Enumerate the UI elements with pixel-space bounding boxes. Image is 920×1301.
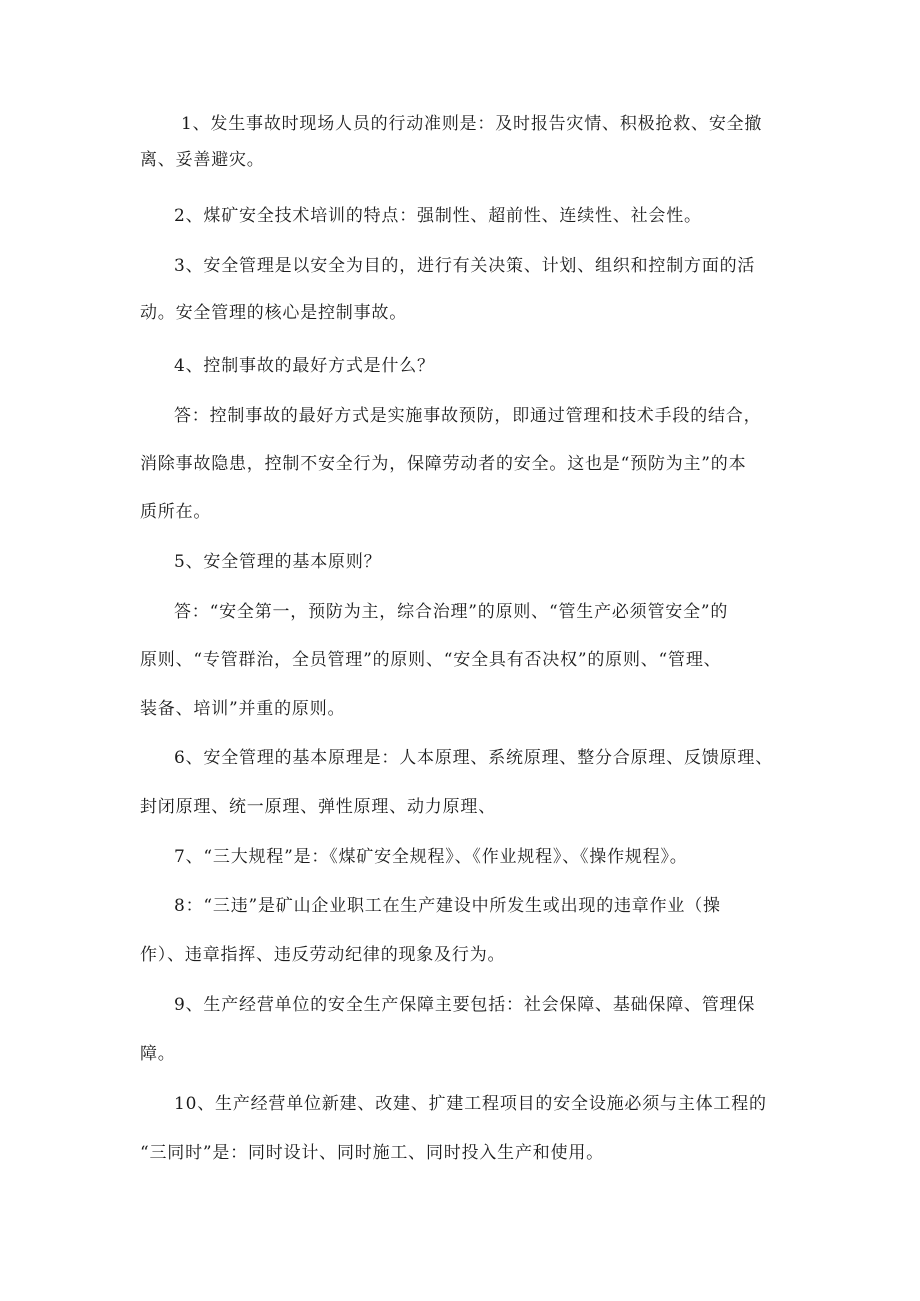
paragraph-10-line-1: 8：“三违”是矿山企业职工在生产建设中所发生或出现的违章作业（操 — [174, 896, 721, 916]
paragraph-11-line-2: 障。 — [140, 1044, 176, 1064]
paragraph-3-line-1: 3、安全管理是以安全为目的，进行有关决策、计划、组织和控制方面的活 — [174, 256, 756, 276]
paragraph-7-line-1: 答：“安全第一，预防为主，综合治理”的原则、“管生产必须管安全”的 — [174, 602, 729, 622]
paragraph-12-line-1: 10、生产经营单位新建、改建、扩建工程项目的安全设施必须与主体工程的 — [174, 1094, 767, 1114]
paragraph-7-line-3: 装备、培训”并重的原则。 — [140, 699, 346, 719]
paragraph-8-line-1: 6、安全管理的基本原理是：人本原理、系统原理、整分合原理、反馈原理、 — [174, 748, 774, 768]
paragraph-7-line-2: 原则、“专管群治，全员管理”的原则、“安全具有否决权”的原则、“管理、 — [140, 650, 722, 670]
paragraph-6-line-1: 5、安全管理的基本原则？ — [174, 552, 382, 572]
paragraph-8-line-2: 封闭原理、统一原理、弹性原理、动力原理、 — [140, 797, 496, 817]
paragraph-2-line-1: 2、煤矿安全技术培训的特点：强制性、超前性、连续性、社会性。 — [174, 206, 702, 226]
paragraph-11-line-1: 9、生产经营单位的安全生产保障主要包括：社会保障、基础保障、管理保 — [174, 995, 756, 1015]
paragraph-5-line-2: 消除事故隐患，控制不安全行为，保障劳动者的安全。这也是“预防为主”的本 — [140, 454, 747, 474]
paragraph-10-line-2: 作）、违章指挥、违反劳动纪律的现象及行为。 — [140, 945, 506, 965]
paragraph-4-line-1: 4、控制事故的最好方式是什么？ — [174, 356, 435, 376]
paragraph-5-line-3: 质所在。 — [140, 502, 212, 522]
paragraph-9-line-1: 7、“三大规程”是：《煤矿安全规程》、《作业规程》、《操作规程》。 — [174, 847, 688, 867]
paragraph-3-line-2: 动。安全管理的核心是控制事故。 — [140, 303, 407, 323]
paragraph-5-line-1: 答：控制事故的最好方式是实施事故预防，即通过管理和技术手段的结合， — [174, 406, 762, 426]
paragraph-1-line-2: 离、妥善避灾。 — [140, 150, 265, 170]
paragraph-1-line-1: 1、发生事故时现场人员的行动准则是：及时报告灾情、积极抢救、安全撤 — [181, 114, 763, 134]
paragraph-12-line-2: “三同时”是：同时设计、同时施工、同时投入生产和使用。 — [140, 1143, 604, 1163]
